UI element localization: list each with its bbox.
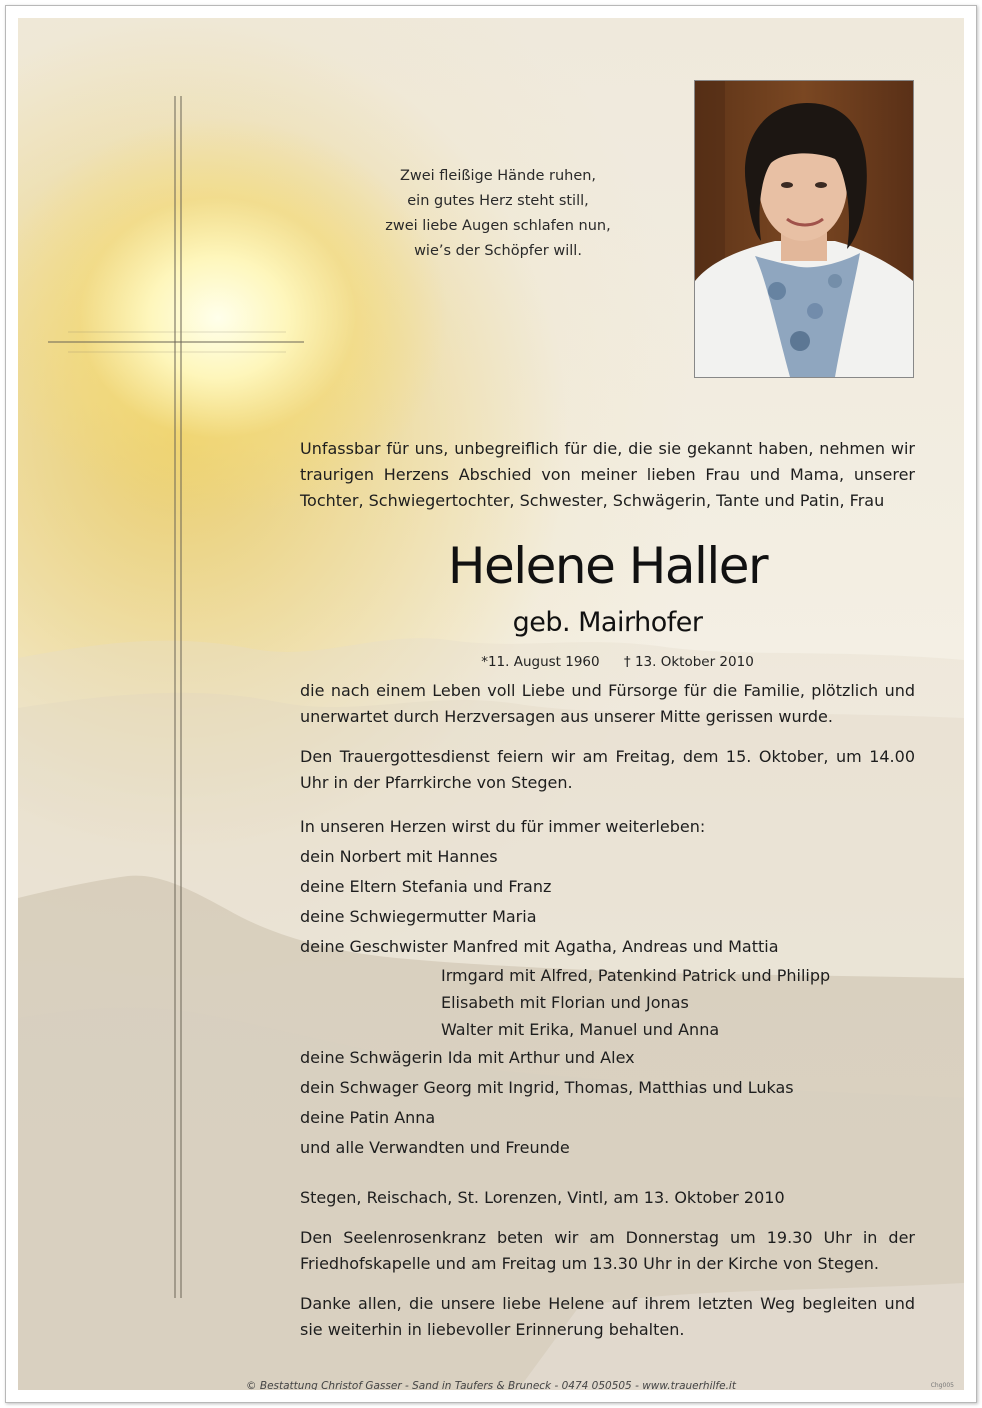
list-item: Walter mit Erika, Manuel und Anna [441,1020,720,1039]
template-code: Chg005 [930,1382,954,1389]
list-item: Irmgard mit Alfred, Patenkind Patrick und Philipp [441,966,831,985]
survivors-intro: In unseren Herzen wirst du für immer weiterleben: [300,817,706,836]
list-item: Elisabeth mit Florian und Jonas [441,993,689,1012]
page-frame [5,5,977,1403]
list-item: deine Patin Anna [300,1108,436,1127]
thanks-paragraph: Danke allen, die unsere liebe Helene auf ihrem letzten Weg begleiten und sie weiterhin in liebevoller Erinnerung behalten. [300,1294,915,1339]
footer-credit: © Bestattung Christof Gasser - Sand in Taufers & Bruneck - 0474 050505 - www.trauerhilfe.it [246,1380,736,1390]
list-item: dein Norbert mit Hannes [300,847,498,866]
list-item: dein Schwager Georg mit Ingrid, Thomas, Matthias und Lukas [300,1078,794,1097]
death-paragraph: die nach einem Leben voll Liebe und Fürsorge für die Familie, plötzlich und unerwartet durch Herzversagen aus unserer Mitte gerissen wurde. [300,681,915,726]
list-item: deine Geschwister Manfred mit Agatha, Andreas und Mattia [300,937,779,956]
portrait-photo [694,80,914,378]
list-item: und alle Verwandten und Freunde [300,1138,570,1157]
list-item: deine Schwägerin Ida mit Arthur und Alex [300,1048,635,1067]
maiden-name: geb. Mairhofer [512,607,703,638]
obituary-body [300,436,915,1343]
obituary-card [18,18,964,1390]
deceased-name: Helene Haller [447,537,768,595]
list-item: deine Eltern Stefania und Franz [300,877,552,896]
intro-paragraph: Unfassbar für uns, unbegreiflich für die, die sie gekannt haben, nehmen wir traurigen Herzens Abschied von meiner lieben Frau und Mama, unserer Tochter, Schwiegertochter, Schwester, Schwägerin, Tante und Patin, Frau [300,439,915,510]
place-date: Stegen, Reischach, St. Lorenzen, Vintl, am 13. Oktober 2010 [300,1188,785,1207]
survivors-list [300,812,915,1163]
life-dates [300,652,915,672]
death-date: † 13. Oktober 2010 [623,654,754,670]
list-item: deine Schwiegermutter Maria [300,907,537,926]
birth-date: *11. August 1960 [481,654,600,670]
memorial-verse: Zwei fleißige Hände ruhen, ein gutes Herz steht still, zwei liebe Augen schlafen nun, wie’s der Schöpfer will. [385,168,611,259]
rosary-paragraph: Den Seelenrosenkranz beten wir am Donnerstag um 19.30 Uhr in der Friedhofskapelle und am Freitag um 13.30 Uhr in der Kirche von Stegen. [300,1228,915,1273]
funeral-paragraph: Den Trauergottesdienst feiern wir am Freitag, dem 15. Oktober, um 14.00 Uhr in der Pfarrkirche von Stegen. [300,747,915,792]
